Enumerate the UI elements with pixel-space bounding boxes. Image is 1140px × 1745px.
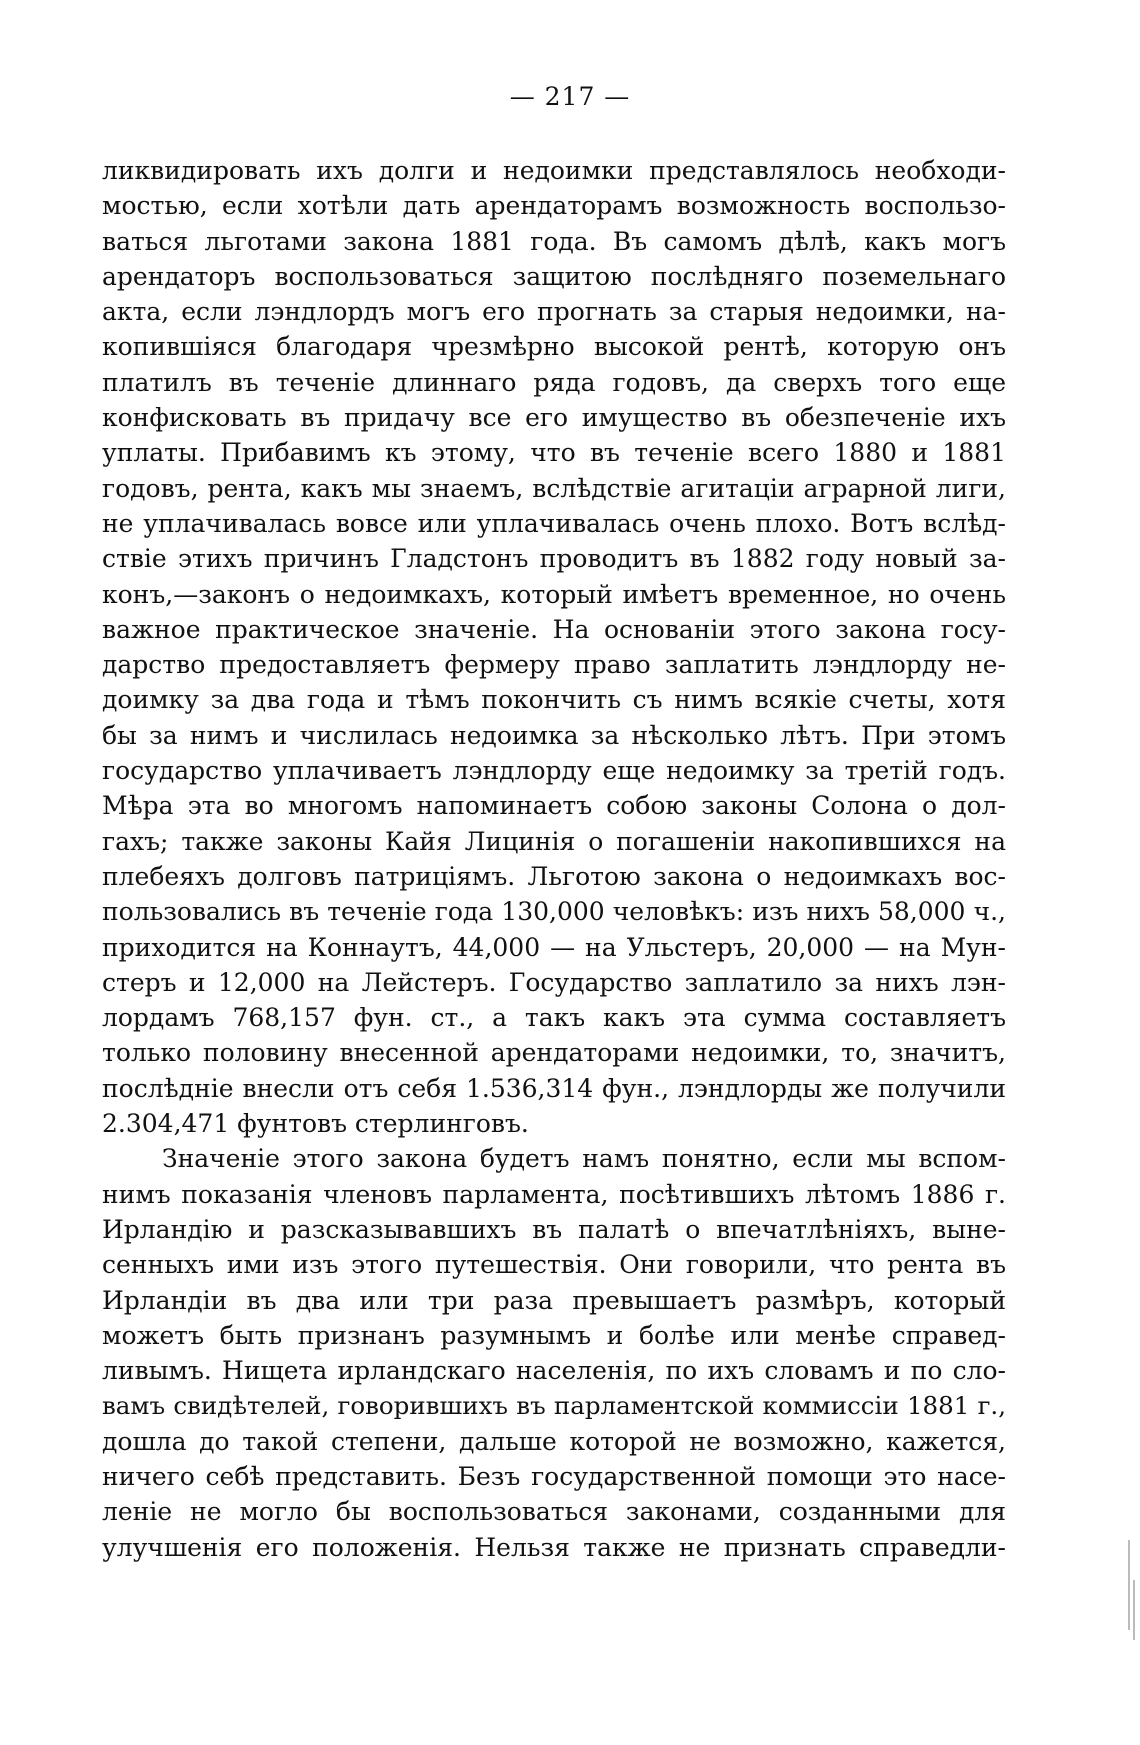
text-line: годовъ, рента, какъ мы знаемъ, вслѣдствіе агитаціи аграрной лиги, xyxy=(102,473,1006,503)
text-line: плебеяхъ долговъ патриціямъ. Льготою закона о недоимкахъ вос- xyxy=(102,861,1006,891)
text-line: Значеніе этого закона будетъ намъ понятно, если мы вспом- xyxy=(162,1144,1006,1174)
text-line: пользовались въ теченіе года 130,000 человѣкъ: изъ нихъ 58,000 ч., xyxy=(102,897,1006,927)
text-line: Ирландіи въ два или три раза превышаетъ размѣръ, который xyxy=(102,1285,1006,1315)
paragraph-1 xyxy=(102,153,1006,1141)
body-text xyxy=(102,153,1006,1565)
text-line: дарство предоставляетъ фермеру право заплатить лэндлорду не- xyxy=(102,650,1006,680)
text-line: можетъ быть признанъ разумнымъ и болѣе или менѣе справед- xyxy=(102,1320,1006,1350)
text-line: ствіе этихъ причинъ Гладстонъ проводитъ въ 1882 году новый за- xyxy=(102,544,1006,574)
text-line: вамъ свидѣтелей, говорившихъ въ парламентской коммиссіи 1881 г., xyxy=(102,1391,1006,1421)
text-line: бы за нимъ и числилась недоимка за нѣсколько лѣтъ. При этомъ xyxy=(102,720,1006,750)
text-line: доимку за два года и тѣмъ покончить съ нимъ всякіе счеты, хотя xyxy=(102,685,1006,715)
text-line: Мѣра эта во многомъ напоминаетъ собою законы Солона о дол- xyxy=(102,791,1006,821)
text-line: 2.304,471 фунтовъ стерлинговъ. xyxy=(102,1109,529,1139)
text-line: ливымъ. Нищета ирландскаго населенія, по ихъ словамъ и по сло- xyxy=(102,1356,1006,1386)
text-line: Ирландію и разсказывавшихъ въ палатѣ о впечатлѣніяхъ, выне- xyxy=(102,1214,1006,1244)
text-line: стеръ и 12,000 на Лейстеръ. Государство заплатило за нихъ лэн- xyxy=(102,967,1006,997)
text-line: платилъ въ теченіе длиннаго ряда годовъ, да сверхъ того еще xyxy=(102,367,1006,397)
text-line: лордамъ 768,157 фун. ст., а такъ какъ эта сумма составляетъ xyxy=(102,1003,1006,1033)
text-line: акта, если лэндлордъ могъ его прогнать за старыя недоимки, на- xyxy=(102,297,1006,327)
text-line: сенныхъ ими изъ этого путешествія. Они говорили, что рента въ xyxy=(102,1250,1006,1280)
text-line: послѣдніе внесли отъ себя 1.536,314 фун., лэндлорды же получили xyxy=(102,1073,1006,1103)
text-line: мостью, если хотѣли дать арендаторамъ возможность воспользо- xyxy=(102,191,1006,221)
text-line: ликвидировать ихъ долги и недоимки представлялось необходи- xyxy=(102,156,1006,185)
text-line: только половину внесенной арендаторами недоимки, то, значитъ, xyxy=(102,1038,1006,1068)
text-line: не уплачивалась вовсе или уплачивалась очень плохо. Вотъ вслѣд- xyxy=(102,508,1006,538)
text-line: леніе не могло бы воспользоваться законами, созданными для xyxy=(102,1497,1006,1527)
text-line: улучшенія его положенія. Нельзя также не признать справедли- xyxy=(102,1532,1006,1562)
text-line: важное практическое значеніе. На основаніи этого закона госу- xyxy=(102,614,1006,644)
page-number: — 217 — xyxy=(509,82,631,111)
paragraph-2 xyxy=(102,1141,1006,1565)
text-line: государство уплачиваетъ лэндлорду еще недоимку за третій годъ. xyxy=(102,756,1006,786)
text-line: нимъ показанія членовъ парламента, посѣтившихъ лѣтомъ 1886 г. xyxy=(102,1179,1006,1209)
text-line: конфисковать въ придачу все его имущество въ обезпеченіе ихъ xyxy=(102,403,1006,433)
scan-mark xyxy=(1128,1540,1130,1630)
text-line: арендаторъ воспользоваться защитою послѣдняго поземельнаго xyxy=(102,261,1006,291)
text-line: копившіяся благодаря чрезмѣрно высокой рентѣ, которую онъ xyxy=(102,332,1006,362)
text-line: гахъ; также законы Кайя Лицинія о погашеніи накопившихся на xyxy=(102,826,1006,856)
text-line: ваться льготами закона 1881 года. Въ самомъ дѣлѣ, какъ могъ xyxy=(102,226,1006,256)
scan-mark xyxy=(1133,1580,1135,1640)
text-line: конъ,—законъ о недоимкахъ, который имѣетъ временное, но очень xyxy=(102,579,1006,609)
text-line: приходится на Коннаутъ, 44,000 — на Ульстеръ, 20,000 — на Мун- xyxy=(102,932,1006,962)
text-line: дошла до такой степени, дальше которой не возможно, кажется, xyxy=(102,1426,1006,1456)
text-line: уплаты. Прибавимъ къ этому, что въ теченіе всего 1880 и 1881 xyxy=(102,438,1006,468)
text-line: ничего себѣ представить. Безъ государственной помощи это насе- xyxy=(102,1461,1006,1491)
